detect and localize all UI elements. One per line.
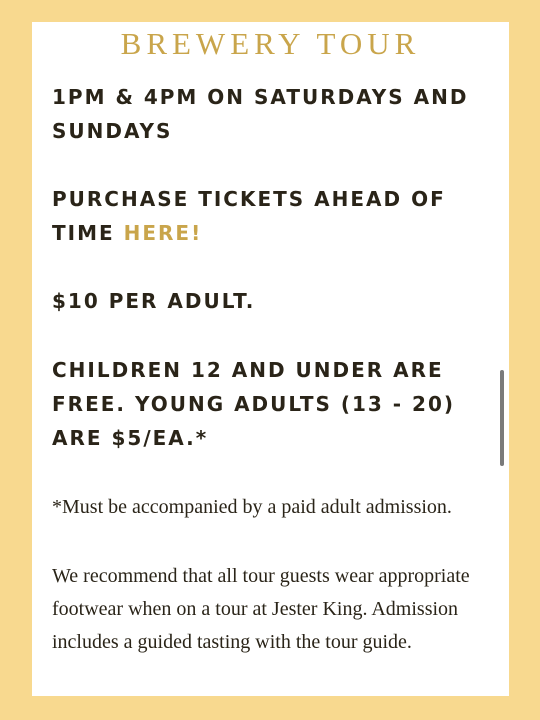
children-pricing: CHILDREN 12 AND UNDER ARE FREE. YOUNG ADULTS (13 - 20) ARE $5/EA.* (52, 358, 456, 450)
page-title: BREWERY TOUR (120, 26, 421, 61)
purchase-tickets-text (52, 182, 497, 250)
adult-price: $10 PER ADULT. (52, 289, 256, 313)
scrollbar[interactable] (500, 370, 504, 466)
content-card (32, 22, 509, 696)
purchase-tickets-prefix: PURCHASE TICKETS AHEAD OF TIME (52, 187, 446, 245)
footwear-recommendation: We recommend that all tour guests wear appropriate footwear when on a tour at Jester King. Admission includes a guided tasting with the tour guide. (52, 565, 470, 653)
purchase-tickets-link[interactable]: HERE! (123, 221, 203, 245)
accompanied-note: *Must be accompanied by a paid adult admission. (52, 496, 452, 518)
tour-schedule: 1PM & 4PM ON SATURDAYS AND SUNDAYS (52, 85, 469, 143)
